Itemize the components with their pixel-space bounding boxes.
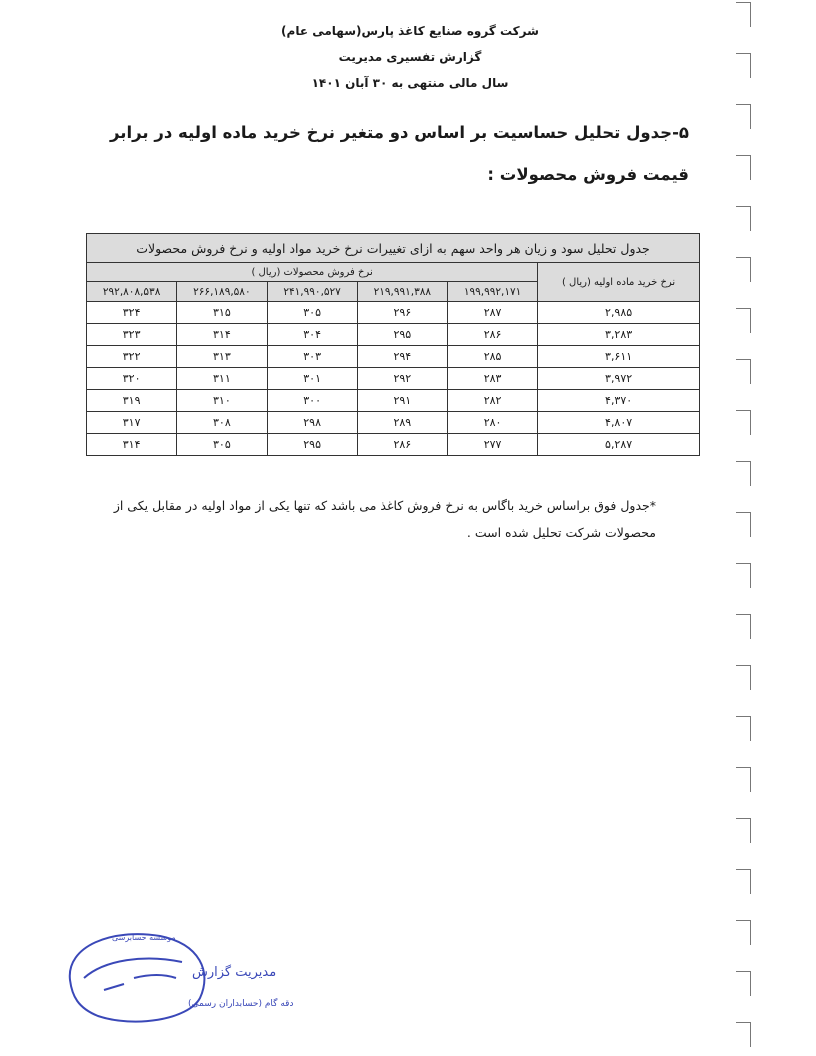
tab-mark [736, 53, 751, 78]
table-row [87, 346, 700, 368]
tab-mark [736, 461, 751, 486]
tab-mark [736, 818, 751, 843]
table-cell: ۳۱۵ [177, 302, 267, 324]
table-cell: ۲۹۲ [357, 368, 447, 390]
table-cell: ۳۰۸ [177, 412, 267, 434]
stamp-line-1: موسسه حسابرسی [112, 933, 176, 942]
table-cell: ۲۸۶ [447, 324, 537, 346]
table-cell: ۲۸۳ [447, 368, 537, 390]
table-cell: ۳۰۵ [267, 302, 357, 324]
table-row [87, 390, 700, 412]
table-cell: ۲۹۵ [357, 324, 447, 346]
tab-mark [736, 869, 751, 894]
tab-mark [736, 512, 751, 537]
row-header: نرخ خرید ماده اولیه (ریال ) [538, 263, 700, 302]
section-title: ۵-جدول تحلیل حساسیت بر اساس دو متغیر نرخ خرید ماده اولیه در برابر قیمت فروش محصولات : [110, 123, 689, 184]
table-cell: ۲۹۸ [267, 412, 357, 434]
table-cell: ۳۰۳ [267, 346, 357, 368]
tab-mark [736, 1022, 751, 1047]
tab-mark [736, 716, 751, 741]
tab-mark [736, 920, 751, 945]
column-group-header: نرخ فروش محصولات (ریال ) [87, 263, 538, 282]
report-header [240, 18, 580, 96]
table-cell: ۲۸۶ [357, 434, 447, 456]
row-label: ۳,۶۱۱ [538, 346, 700, 368]
table-cell: ۲۹۴ [357, 346, 447, 368]
column-header: ۲۱۹,۹۹۱,۳۸۸ [357, 282, 447, 302]
table-cell: ۳۱۷ [87, 412, 177, 434]
table-cell: ۲۸۹ [357, 412, 447, 434]
column-header: ۲۶۶,۱۸۹,۵۸۰ [177, 282, 267, 302]
company-name: شرکت گروه صنایع کاغذ پارس(سهامی عام) [281, 24, 539, 38]
tab-mark [736, 257, 751, 282]
column-header: ۲۹۲,۸۰۸,۵۳۸ [87, 282, 177, 302]
row-label: ۳,۹۷۲ [538, 368, 700, 390]
tab-mark [736, 767, 751, 792]
table-cell: ۲۸۷ [447, 302, 537, 324]
table-cell: ۲۹۱ [357, 390, 447, 412]
tab-mark [736, 359, 751, 384]
tab-mark [736, 563, 751, 588]
row-label: ۳,۲۸۳ [538, 324, 700, 346]
table-cell: ۳۰۱ [267, 368, 357, 390]
table-row [87, 368, 700, 390]
table-cell: ۳۱۴ [177, 324, 267, 346]
table-cell: ۲۹۵ [267, 434, 357, 456]
binder-tab-marks [736, 0, 756, 1056]
report-title: گزارش تفسیری مدیریت [338, 50, 482, 64]
auditor-stamp [64, 918, 294, 1028]
row-label: ۴,۳۷۰ [538, 390, 700, 412]
table-cell: ۳۱۰ [177, 390, 267, 412]
table-cell: ۳۰۴ [267, 324, 357, 346]
stamp-line-2: مدیریت گزارش [192, 965, 277, 980]
table-row [87, 324, 700, 346]
footnote: *جدول فوق براساس خرید باگاس به نرخ فروش کاغذ می باشد که تنها یکی از مواد اولیه در مقابل یکی از محصولات شرکت تحلیل شده است . [113, 498, 656, 540]
table-cell: ۲۷۷ [447, 434, 537, 456]
table-row [87, 434, 700, 456]
row-label: ۴,۸۰۷ [538, 412, 700, 434]
table-cell: ۳۲۰ [87, 368, 177, 390]
tab-mark [736, 206, 751, 231]
row-label: ۵,۲۸۷ [538, 434, 700, 456]
tab-mark [736, 410, 751, 435]
table-cell: ۳۱۳ [177, 346, 267, 368]
table-cell: ۲۸۲ [447, 390, 537, 412]
table-caption: جدول تحلیل سود و زیان هر واحد سهم به ازای تغییرات نرخ خرید مواد اولیه و نرخ فروش محصولات [87, 234, 700, 263]
column-header: ۲۴۱,۹۹۰,۵۲۷ [267, 282, 357, 302]
table-cell: ۳۲۲ [87, 346, 177, 368]
table-cell: ۲۹۶ [357, 302, 447, 324]
tab-mark [736, 971, 751, 996]
table-cell: ۲۸۰ [447, 412, 537, 434]
tab-mark [736, 104, 751, 129]
tab-mark [736, 665, 751, 690]
table-cell: ۳۱۹ [87, 390, 177, 412]
column-header: ۱۹۹,۹۹۲,۱۷۱ [447, 282, 537, 302]
table-cell: ۳۱۴ [87, 434, 177, 456]
table-cell: ۳۲۳ [87, 324, 177, 346]
tab-mark [736, 2, 751, 27]
table-cell: ۳۰۰ [267, 390, 357, 412]
table-row [87, 412, 700, 434]
table-cell: ۳۰۵ [177, 434, 267, 456]
tab-mark [736, 308, 751, 333]
table-cell: ۳۱۱ [177, 368, 267, 390]
table-cell: ۳۲۴ [87, 302, 177, 324]
table-body [87, 302, 700, 456]
stamp-line-3: دقه گام (حسابداران رسمی) [188, 999, 294, 1009]
table-row [87, 302, 700, 324]
tab-mark [736, 614, 751, 639]
tab-mark [736, 155, 751, 180]
fiscal-period: سال مالی منتهی به ۳۰ آبان ۱۴۰۱ [311, 76, 509, 90]
table-cell: ۲۸۵ [447, 346, 537, 368]
row-label: ۲,۹۸۵ [538, 302, 700, 324]
sensitivity-table [86, 233, 700, 456]
